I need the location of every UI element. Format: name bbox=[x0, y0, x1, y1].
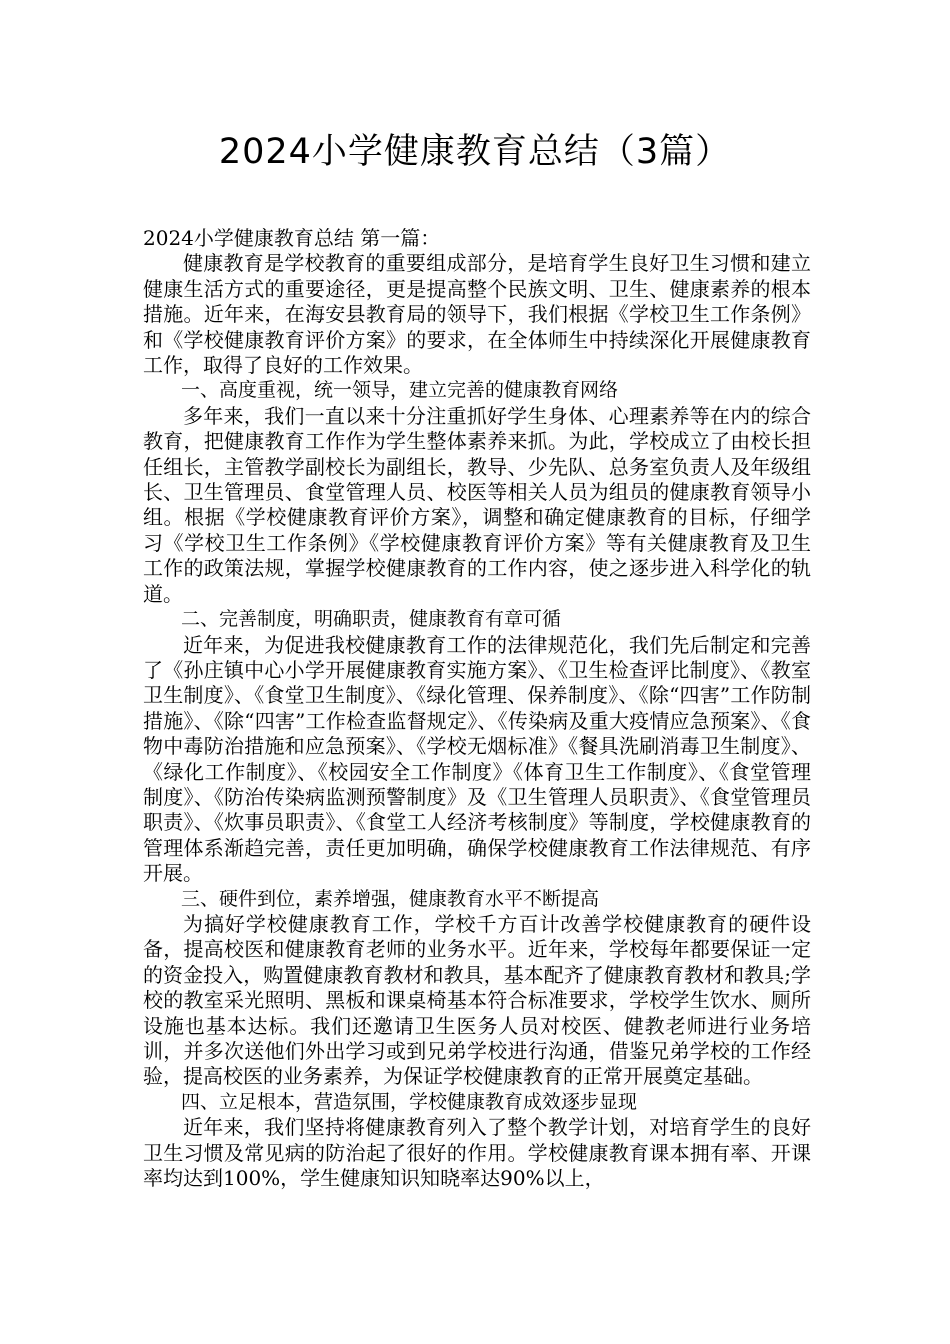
section-heading-4: 四、立足根本，营造氛围，学校健康教育成效逐步显现 bbox=[181, 1090, 638, 1113]
paragraph-4: 近年来，我们坚持将健康教育列入了整个教学计划，对培育学生的良好卫生习惯及常见病的防治起了很好的作用。学校健康教育课本拥有率、开课率均达到100%，学生健康知识知晓率达90%以上， bbox=[143, 1115, 811, 1191]
section-heading-1: 一、高度重视，统一领导，建立完善的健康教育网络 bbox=[181, 379, 619, 402]
paragraph-1: 多年来，我们一直以来十分注重抓好学生身体、心理素养等在内的综合教育，把健康教育工作作为学生整体素养来抓。为此，学校成立了由校长担任组长，主管教学副校长为副组长，教导、少先队、总务室负责人及年级组长、卫生管理员、食堂管理人员、校医等相关人员为组员的健康教育领导小组。根据《学校健康教育评价方案》，调整和确定健康教育的目标，仔细学习《学校卫生工作条例》《学校健康教育评价方案》等有关健康教育及卫生工作的政策法规，掌握学校健康教育的工作内容，使之逐步进入科学化的轨道。 bbox=[143, 403, 811, 606]
section-label: 2024小学健康教育总结 第一篇： bbox=[143, 226, 441, 250]
document-body bbox=[143, 226, 811, 1191]
paragraph-2: 近年来，为促进我校健康教育工作的法律规范化，我们先后制定和完善了《孙庄镇中心小学开展健康教育实施方案》、《卫生检查评比制度》、《教室卫生制度》、《食堂卫生制度》、《绿化管理、保养制度》、《除“四害”工作防制措施》、《除“四害”工作检查监督规定》、《传染病及重大疫情应急预案》、《食物中毒防治措施和应急预案》、《学校无烟标准》《餐具洗刷消毒卫生制度》、《绿化工作制度》、《校园安全工作制度》《体育卫生工作制度》、《食堂管理制度》、《防治传染病监测预警制度》及《卫生管理人员职责》、《食堂管理员职责》、《炊事员职责》、《食堂工人经济考核制度》等制度，学校健康教育的管理体系渐趋完善，责任更加明确，确保学校健康教育工作法律规范、有序开展。 bbox=[143, 632, 811, 886]
document-title: 2024小学健康教育总结（3篇） bbox=[218, 132, 732, 172]
section-heading-3: 三、硬件到位，素养增强，健康教育水平不断提高 bbox=[181, 887, 600, 910]
section-heading-2: 二、完善制度，明确职责，健康教育有章可循 bbox=[181, 608, 562, 631]
paragraph-intro: 健康教育是学校教育的重要组成部分，是培育学生良好卫生习惯和建立健康生活方式的重要途径，更是提高整个民族文明、卫生、健康素养的根本措施。近年来，在海安县教育局的领导下，我们根据《学校卫生工作条例》和《学校健康教育评价方案》的要求，在全体师生中持续深化开展健康教育工作，取得了良好的工作效果。 bbox=[143, 251, 811, 378]
paragraph-3: 为搞好学校健康教育工作，学校千方百计改善学校健康教育的硬件设备，提高校医和健康教育老师的业务水平。近年来，学校每年都要保证一定的资金投入，购置健康教育教材和教具，基本配齐了健康教育教材和教具;学校的教室采光照明、黑板和课桌椅基本符合标准要求，学校学生饮水、厕所设施也基本达标。我们还邀请卫生医务人员对校医、健教老师进行业务培训，并多次送他们外出学习或到兄弟学校进行沟通，借鉴兄弟学校的工作经验，提高校医的业务素养，为保证学校健康教育的正常开展奠定基础。 bbox=[143, 911, 811, 1089]
